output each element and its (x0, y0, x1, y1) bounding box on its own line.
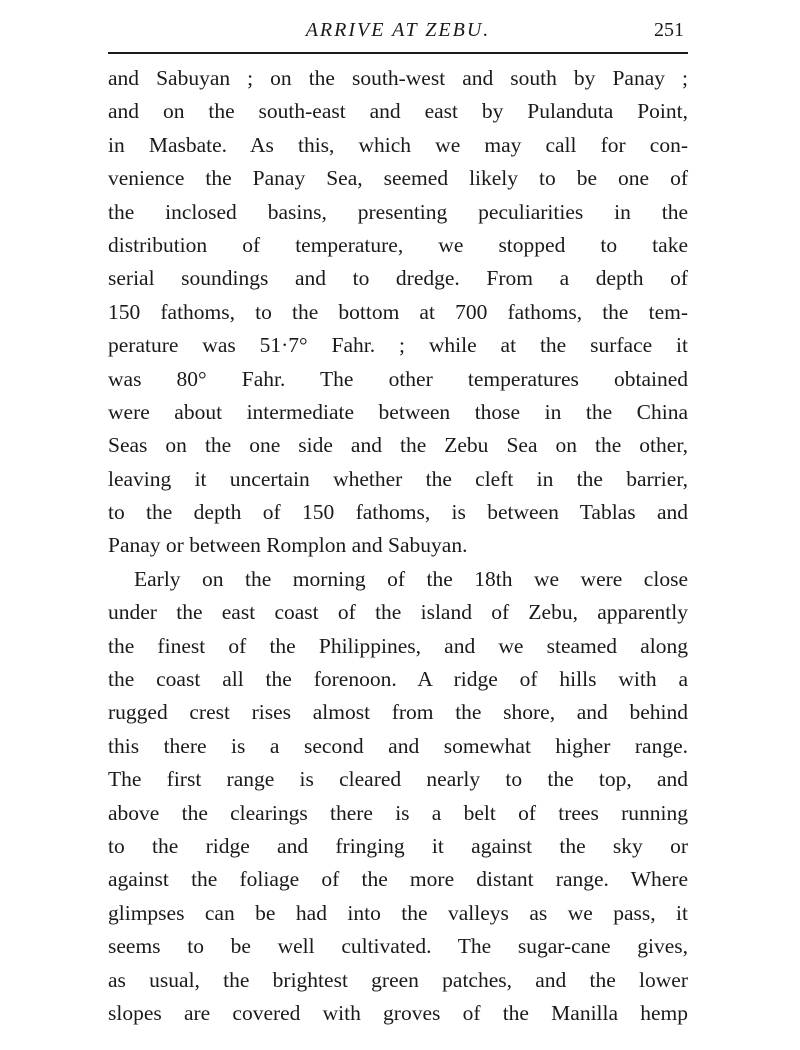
text-line: under the east coast of the island of Zebu, apparently (108, 600, 688, 625)
paragraph-2 (108, 563, 688, 1030)
paragraph-1 (108, 62, 688, 563)
text-line: glimpses can be had into the valleys as we pass, it (108, 900, 688, 925)
body-text (108, 62, 688, 1030)
text-line: against the foliage of the more distant range. Where (108, 867, 688, 892)
text-line: seems to be well cultivated. The sugar-cane gives, (108, 934, 688, 959)
text-line: the coast all the forenoon. A ridge of hills with a (108, 667, 688, 692)
text-line: serial soundings and to dredge. From a depth of (108, 266, 688, 291)
text-line: this there is a second and somewhat higher range. (108, 733, 688, 758)
text-line: slopes are covered with groves of the Manilla hemp (108, 1000, 688, 1025)
page-number: 251 (654, 19, 684, 41)
text-line: 150 fathoms, to the bottom at 700 fathoms, the tem- (108, 299, 688, 324)
text-line: perature was 51·7° Fahr. ; while at the surface it (108, 333, 688, 358)
text-line: The first range is cleared nearly to the top, and (108, 767, 688, 792)
header-rule (108, 52, 688, 54)
text-line: venience the Panay Sea, seemed likely to be one of (108, 166, 688, 191)
text-line: as usual, the brightest green patches, and the lower (108, 967, 688, 992)
running-title: ARRIVE AT ZEBU. (305, 19, 491, 41)
text-line: and Sabuyan ; on the south-west and south by Panay ; (108, 66, 688, 90)
text-line: in Masbate. As this, which we may call for con- (108, 132, 688, 157)
text-line: leaving it uncertain whether the cleft in the barrier, (108, 466, 688, 491)
text-line: the finest of the Philippines, and we steamed along (108, 633, 688, 658)
text-line: and on the south-east and east by Pulanduta Point, (108, 99, 688, 124)
page-header (108, 16, 688, 46)
text-line: were about intermediate between those in the China (108, 399, 688, 424)
text-line: to the depth of 150 fathoms, is between Tablas and (108, 500, 688, 525)
text-line: distribution of temperature, we stopped to take (108, 232, 688, 257)
text-line: Panay or between Romplon and Sabuyan. (108, 533, 468, 558)
text-line: the inclosed basins, presenting peculiarities in the (108, 199, 688, 224)
text-line: was 80° Fahr. The other temperatures obtained (108, 366, 688, 391)
text-line: above the clearings there is a belt of trees running (108, 800, 688, 825)
text-line: rugged crest rises almost from the shore, and behind (108, 700, 688, 725)
text-line: Early on the morning of the 18th we were close (134, 566, 688, 591)
text-line: Seas on the one side and the Zebu Sea on the other, (108, 433, 688, 458)
text-line: to the ridge and fringing it against the sky or (108, 833, 688, 858)
